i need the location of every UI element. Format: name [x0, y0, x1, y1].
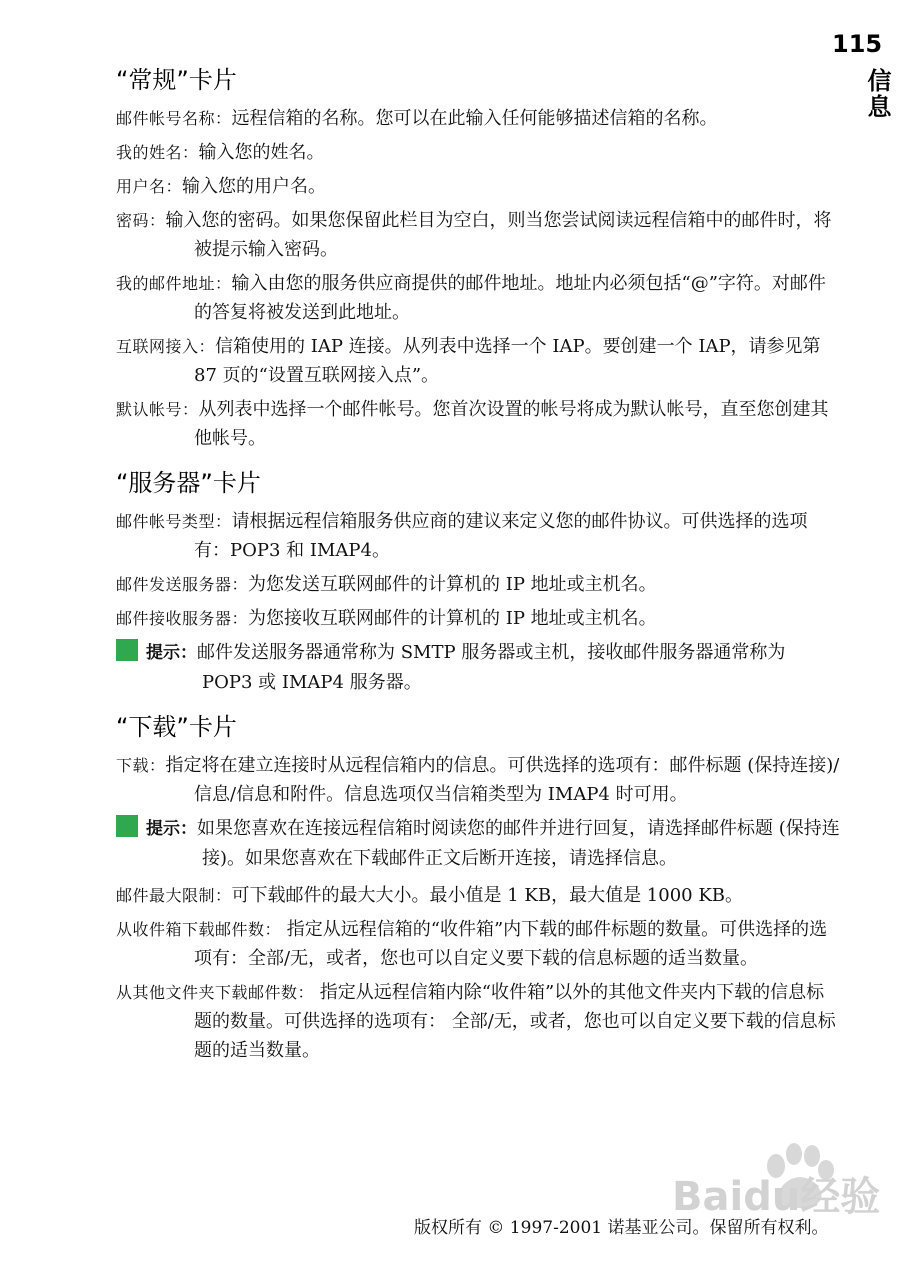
tip-label: 提示：	[146, 819, 197, 839]
term-label: 密码：	[116, 211, 166, 230]
term-description: 指定将在建立连接时从远程信箱内的信息。可供选择的选项有：邮件标题 (保持连接)/信息/信息和附件。信息选项仅当信箱类型为 IMAP4 时可用。	[165, 755, 840, 805]
entry-inbox-download-count	[116, 915, 840, 973]
tip-text: 如果您喜欢在连接远程信箱时阅读您的邮件并进行回复，请选择邮件标题 (保持连接)。如果您喜欢在下载邮件正文后断开连接，请选择信息。	[197, 818, 840, 869]
term-label: 互联网接入：	[116, 337, 216, 356]
term-label: 邮件接收服务器：	[116, 609, 249, 628]
entry-other-folders-download-count	[116, 978, 840, 1065]
entry-incoming-server	[116, 604, 840, 633]
term-description: 远程信箱的名称。您可以在此输入任何能够描述信箱的名称。	[231, 108, 718, 129]
term-description: 为您发送互联网邮件的计算机的 IP 地址或主机名。	[248, 574, 657, 595]
copyright-footer: 版权所有 © 1997-2001 诺基亚公司。保留所有权利。	[414, 1218, 829, 1238]
entry-download	[116, 751, 840, 809]
tip-server	[116, 638, 840, 697]
entry-internet-access	[116, 332, 840, 390]
entry-account-name	[116, 104, 840, 133]
entry-email-address	[116, 269, 840, 327]
term-label: 我的邮件地址：	[116, 274, 232, 293]
entry-account-type	[116, 507, 840, 565]
entry-password	[116, 206, 840, 264]
term-description: 输入您的用户名。	[182, 176, 327, 197]
heading-server-card: “服务器”卡片	[116, 469, 261, 497]
term-description: 信箱使用的 IAP 连接。从列表中选择一个 IAP。要创建一个 IAP，请参见第 87 页的“设置互联网接入点”。	[194, 336, 821, 386]
term-description: 请根据远程信箱服务供应商的建议来定义您的邮件协议。可供选择的选项有：POP3 和 IMAP4。	[194, 511, 808, 561]
page-number: 115	[832, 30, 883, 58]
term-label: 邮件帐号名称：	[116, 109, 232, 128]
term-description: 从列表中选择一个邮件帐号。您首次设置的帐号将成为默认帐号，直至您创建其他帐号。	[194, 399, 829, 449]
term-label: 我的姓名：	[116, 143, 199, 162]
term-description: 指定从远程信箱的“收件箱”内下载的邮件标题的数量。可供选择的选项有：全部/无，或者，您也可以自定义要下载的信息标题的适当数量。	[194, 919, 828, 969]
term-label: 邮件发送服务器：	[116, 575, 249, 594]
entry-max-size	[116, 881, 840, 910]
watermark-text: Baidu经验	[672, 1174, 881, 1220]
term-label: 从收件箱下载邮件数：	[116, 920, 282, 939]
tip-icon	[116, 815, 138, 837]
entry-username	[116, 172, 840, 201]
entry-outgoing-server	[116, 570, 840, 599]
term-description: 指定从远程信箱内除“收件箱”以外的其他文件夹内下载的信息标题的数量。可供选择的选项有： 全部/无，或者，您也可以自定义要下载的信息标题的适当数量。	[194, 982, 836, 1061]
term-description: 可下载邮件的最大大小。最小值是 1 KB，最大值是 1000 KB。	[231, 885, 744, 906]
baidu-watermark-logo	[666, 1140, 892, 1224]
entry-default-account	[116, 395, 840, 453]
tip-text: 邮件发送服务器通常称为 SMTP 服务器或主机，接收邮件服务器通常称为 POP3 或 IMAP4 服务器。	[197, 642, 786, 693]
term-label: 邮件帐号类型：	[116, 512, 232, 531]
page-content	[116, 64, 840, 1070]
term-description: 输入您的密码。如果您保留此栏目为空白，则当您尝试阅读远程信箱中的邮件时，将被提示输入密码。	[165, 210, 832, 260]
term-label: 默认帐号：	[116, 400, 199, 419]
entry-my-name	[116, 138, 840, 167]
heading-download-card: “下载”卡片	[116, 713, 237, 741]
term-label: 用户名：	[116, 177, 183, 196]
section-side-tab: 信息	[863, 68, 891, 120]
term-label: 邮件最大限制：	[116, 886, 232, 905]
term-label: 从其他文件夹下载邮件数：	[116, 983, 315, 1002]
tip-label: 提示：	[146, 643, 197, 663]
term-description: 为您接收互联网邮件的计算机的 IP 地址或主机名。	[248, 608, 657, 629]
term-label: 下载：	[116, 756, 166, 775]
term-description: 输入您的姓名。	[198, 142, 325, 163]
term-description: 输入由您的服务供应商提供的邮件地址。地址内必须包括“@”字符。对邮件的答复将被发送到此地址。	[194, 273, 826, 323]
heading-general-card: “常规”卡片	[116, 66, 237, 94]
tip-download	[116, 814, 840, 873]
tip-icon	[116, 639, 138, 661]
